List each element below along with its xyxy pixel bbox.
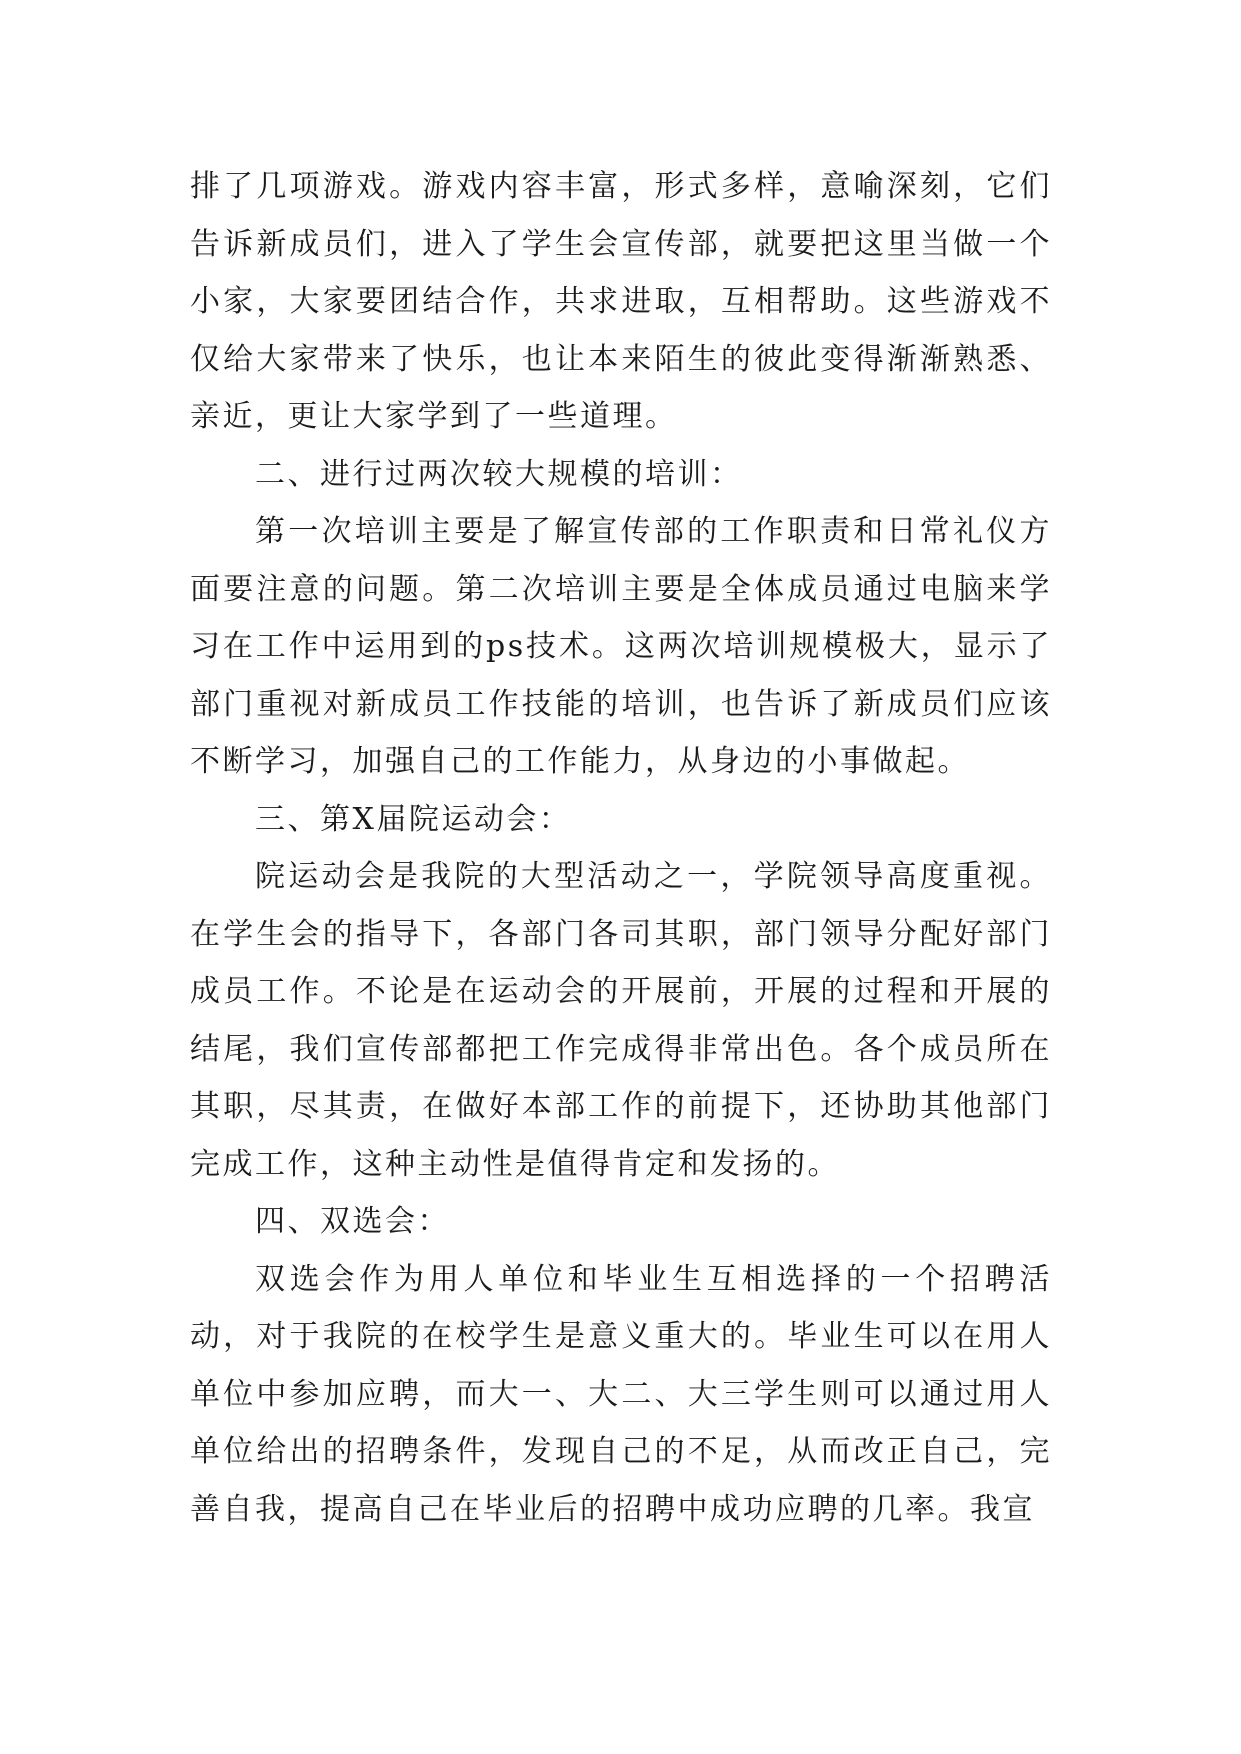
paragraph-sports-meet: 院运动会是我院的大型活动之一，学院领导高度重视。在学生会的指导下，各部门各司其职，部门领导分配好部门成员工作。不论是在运动会的开展前，开展的过程和开展的结尾，我们宣传部都把工作完成得非常出色。各个成员所在其职，尽其责，在做好本部工作的前提下，还协助其他部门完成工作，这种主动性是值得肯定和发扬的。 <box>190 859 1052 1182</box>
document-body <box>190 158 1052 1538</box>
heading-job-fair: 四、双选会： <box>255 1204 450 1239</box>
paragraph-job-fair: 双选会作为用人单位和毕业生互相选择的一个招聘活动，对于我院的在校学生是意义重大的。毕业生可以在用人单位中参加应聘，而大一、大二、大三学生则可以通过用人单位给出的招聘条件，发现自己的不足，从而改正自己，完善自我，提高自己在毕业后的招聘中成功应聘的几率。我宣 <box>190 1261 1052 1527</box>
heading-sports-meet: 三、第X届院运动会： <box>255 801 572 837</box>
heading-training: 二、进行过两次较大规模的培训： <box>255 456 743 492</box>
paragraph-training: 第一次培训主要是了解宣传部的工作职责和日常礼仪方面要注意的问题。第二次培训主要是全体成员通过电脑来学习在工作中运用到的ps技术。这两次培训规模极大，显示了部门重视对新成员工作技能的培训，也告诉了新成员们应该不断学习，加强自己的工作能力，从身边的小事做起。 <box>190 514 1052 779</box>
paragraph-games: 排了几项游戏。游戏内容丰富，形式多样，意喻深刻，它们告诉新成员们，进入了学生会宣传部，就要把这里当做一个小家，大家要团结合作，共求进取，互相帮助。这些游戏不仅给大家带来了快乐，也让本来陌生的彼此变得渐渐熟悉、亲近，更让大家学到了一些道理。 <box>190 169 1052 434</box>
